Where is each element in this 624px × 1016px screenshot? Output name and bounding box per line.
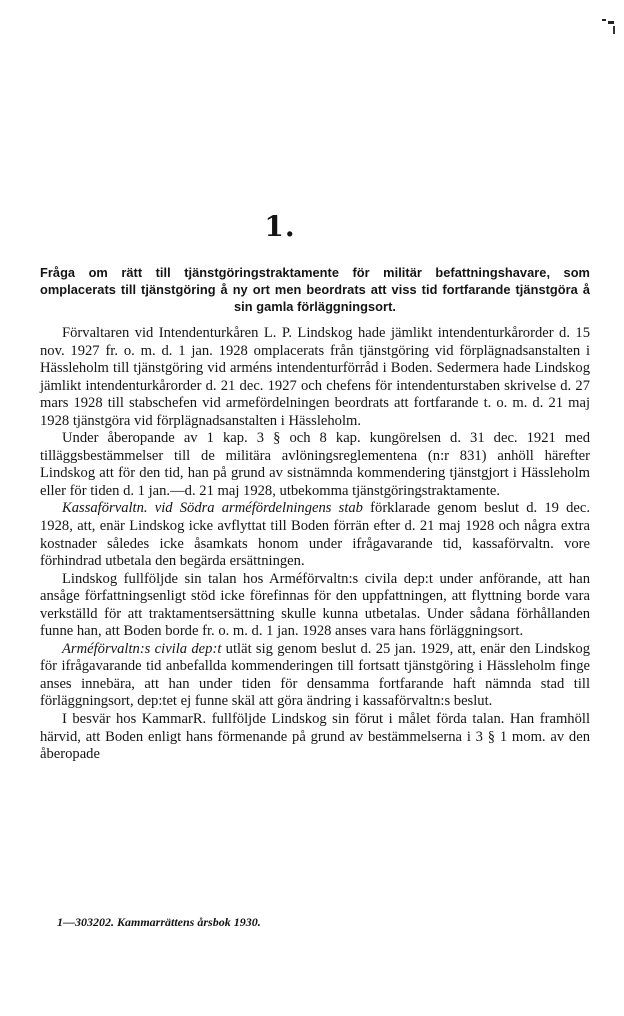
paragraph-1: Förvaltaren vid Intendenturkåren L. P. Lindskog hade jämlikt intendenturkårorder d. 15 nov. 1927 fr. o. m. d. 1 jan. 1928 omplacerats från tjänstgöring vid förplägnadsanstalten i Hässleholm till tjänstgöring vid arméns intendenturförråd i Boden. Sedermera hade Lindskog jämlikt intendenturkårorder d. 21 dec. 1927 och chefens för intendenturstaben skrivelse d. 27 mars 1928 till stabschefen vid armefördelningen beordrats att fortfarande t. o. m. d. 21 maj 1928 tjänstgöra vid förplägnadsanstalten i Hässleholm. [40, 325, 590, 429]
paragraph-6: I besvär hos KammarR. fullföljde Lindskog sin förut i målet förda talan. Han framhöll härvid, att Boden enligt hans förmenande på grund av bestämmelserna i 3 § 1 mom. av den åberopade [40, 711, 590, 763]
paragraph-3-authority: Kassaförvaltn. vid Södra arméfördelningens stab [62, 500, 363, 517]
page-footer: 1—303202. Kammarrättens årsbok 1930. [57, 915, 261, 929]
paragraph-3 [40, 500, 590, 570]
case-heading: Fråga om rätt till tjänstgöringstraktamente för militär befattningshavare, som omplacerats till tjänstgöring å ny ort men beordrats att viss tid fortfarande tjänstgöra å sin gamla förläggningsort. [40, 265, 590, 314]
body-text [40, 325, 590, 764]
paragraph-5-authority: Arméförvaltn:s civila dep:t [62, 640, 222, 657]
paragraph-2: Under åberopande av 1 kap. 3 § och 8 kap. kungörelsen d. 31 dec. 1921 med tilläggsbestämmelser till de militära avlöningsreglementena (n:r 831) anhöll härefter Lindskog att för den tid, han på grund av sistnämnda kommendering tjänstgjort i Hässleholm eller för tiden d. 1 jan.—d. 21 maj 1928, utbekomma tjänstgöringstraktamente. [40, 430, 590, 499]
paragraph-5-text: utlät sig genom beslut d. 25 jan. 1929, att, enär den Lindskog för ifrågavarande tid anbefallda kommenderingen till fortsatt tjänstgöring i Hässleholm finge anses innebära, att han under tiden för densamma fortfarande haft nämnda stad till förläggningsort, dep:tet ej funne skäl att göra ändring i kassaförvaltn:s beslut. [40, 640, 590, 710]
printer-mark-icon [601, 16, 617, 38]
paragraph-5 [40, 641, 590, 711]
paragraph-3-text: förklarade genom beslut d. 19 dec. 1928, att, enär Lindskog icke avflyttat till Boden förrän efter d. 21 maj 1928 och några extra kostnader således icke åsamkats honom under ifrågavarande tid, kassaförvaltn. vore förhindrad utbetala den begärda ersättningen. [40, 500, 591, 570]
paragraph-4: Lindskog fullföljde sin talan hos Arméförvaltn:s civila dep:t under anförande, att han ansåge författningsenligt stöd icke förefinnas för den uppfattningen, att flyttning borde vara verkställd för att traktamentsersättning skulle kunna utbetalas. Under sådana förhållanden funne han, att Boden borde fr. o. m. d. 1 jan. 1928 anses vara hans förläggningsort. [40, 570, 590, 640]
section-number: 1. [264, 210, 296, 243]
